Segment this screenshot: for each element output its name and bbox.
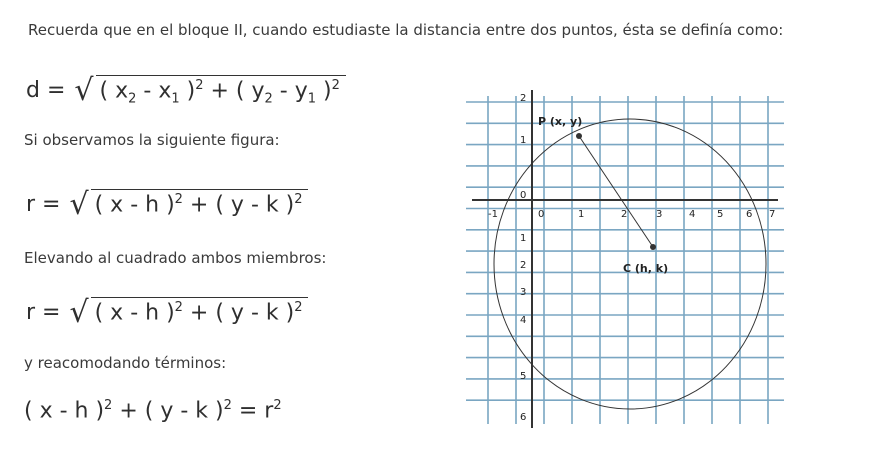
y-tick-label: 6 — [520, 412, 527, 423]
circle-equation: ( x - h )$^2$ + ( y - k )$^2 = r^2$ — [24, 398, 282, 424]
x-tick-label: 4 — [689, 209, 696, 220]
radius-lhs: r = — [26, 192, 61, 217]
y-tick-label: 1 — [520, 135, 527, 146]
y-tick-label: 2 — [520, 260, 527, 271]
x-tick-label: 2 — [621, 209, 628, 220]
x-tick-label: 7 — [769, 209, 776, 220]
distance-formula — [26, 70, 346, 106]
intro-text: Recuerda que en el bloque II, cuando estudiaste la distancia entre dos puntos, ésta se definía como: — [28, 21, 784, 39]
point-c — [650, 244, 656, 250]
x-tick-label: -1 — [488, 209, 498, 220]
x-tick-label: 5 — [717, 209, 724, 220]
radical-sign-icon: √ — [69, 187, 89, 222]
step1-text: Si observamos la siguiente figura: — [24, 131, 280, 149]
point-p — [576, 133, 582, 139]
radius-lhs: r = — [26, 300, 61, 325]
y-tick-label: 3 — [520, 287, 527, 298]
y-tick-label: 1 — [520, 233, 527, 244]
circle-graph — [460, 84, 790, 434]
step2-text: Elevando al cuadrado ambos miembros: — [24, 249, 327, 267]
x-tick-label: 1 — [578, 209, 585, 220]
y-tick-label: 2 — [520, 93, 527, 104]
step3-text: y reacomodando términos: — [24, 354, 227, 372]
x-tick-label: 3 — [656, 209, 663, 220]
y-tick-label: 0 — [520, 190, 527, 201]
y-tick-label: 4 — [520, 315, 527, 326]
x-tick-label: 0 — [538, 209, 545, 220]
radical-sign-icon: √ — [69, 295, 89, 330]
y-tick-label: 5 — [520, 371, 527, 382]
radicand: ( $x_2 - x_1$ )$^2$ + ( $y_2 - y_1$ )$^2$ — [96, 75, 346, 107]
distance-lhs: d = — [26, 78, 66, 103]
point-c-label: C (h, k) — [623, 262, 669, 275]
radius-formula — [26, 184, 308, 222]
grid-lines — [466, 96, 784, 424]
x-tick-label: 6 — [746, 209, 753, 220]
radical-sign-icon: √ — [74, 73, 94, 108]
point-p-label: P (x, y) — [538, 115, 583, 128]
radius-formula-repeat — [26, 292, 308, 330]
y-tick-labels — [520, 93, 526, 423]
radicand: ( x - h )$^2$ + ( y - k )$^2$ — [91, 297, 309, 325]
radicand: ( x - h )$^2$ + ( y - k )$^2$ — [91, 189, 309, 217]
